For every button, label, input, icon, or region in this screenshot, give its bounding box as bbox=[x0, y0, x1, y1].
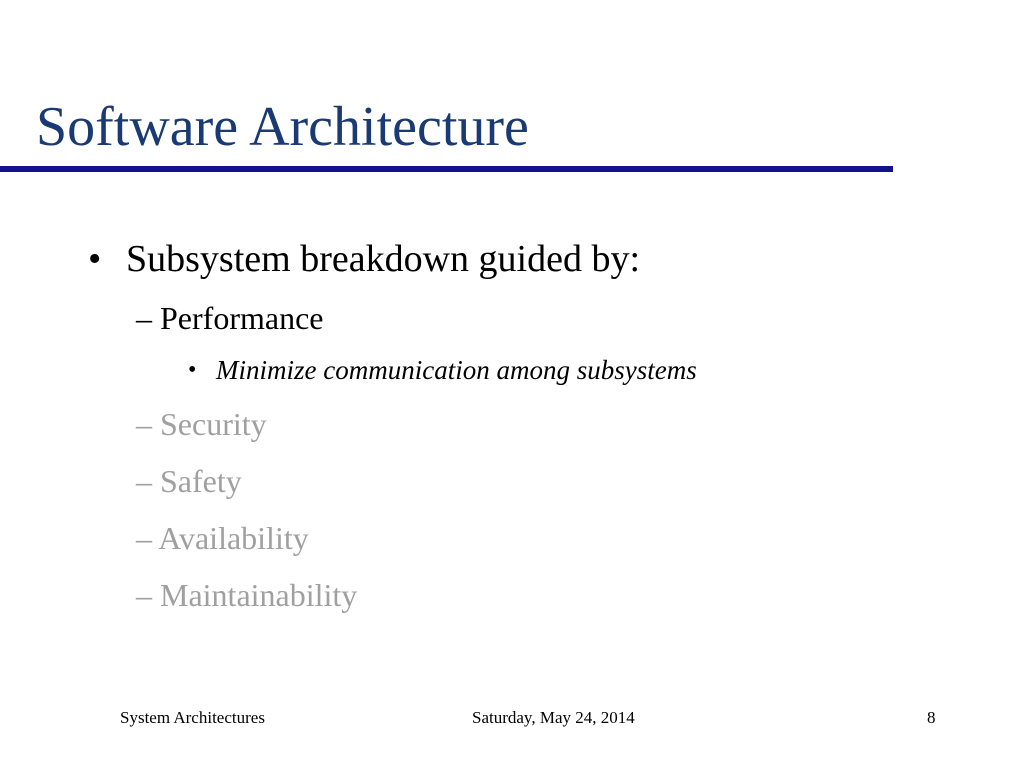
subitem-maintainability: – Maintainability bbox=[136, 577, 358, 613]
bullet-text: Subsystem breakdown guided by: bbox=[126, 238, 641, 280]
sub-subitem bbox=[188, 353, 888, 387]
subitem-safety: – Safety bbox=[136, 463, 242, 499]
bullet-mark: • bbox=[88, 238, 102, 280]
sub-bullet-mark: • bbox=[188, 357, 197, 383]
slide-title: Software Architecture bbox=[36, 96, 529, 158]
subitem-availability: – Availability bbox=[136, 520, 309, 556]
subitem-performance: – Performance bbox=[136, 300, 324, 336]
footer-left: System Architectures bbox=[120, 708, 265, 727]
footer-date: Saturday, May 24, 2014 bbox=[472, 708, 635, 727]
subitem-security: – Security bbox=[136, 406, 267, 442]
sub-subitem-text: Minimize communication among subsystems bbox=[216, 355, 697, 385]
page-number: 8 bbox=[927, 708, 936, 727]
bullet-item bbox=[88, 236, 788, 282]
